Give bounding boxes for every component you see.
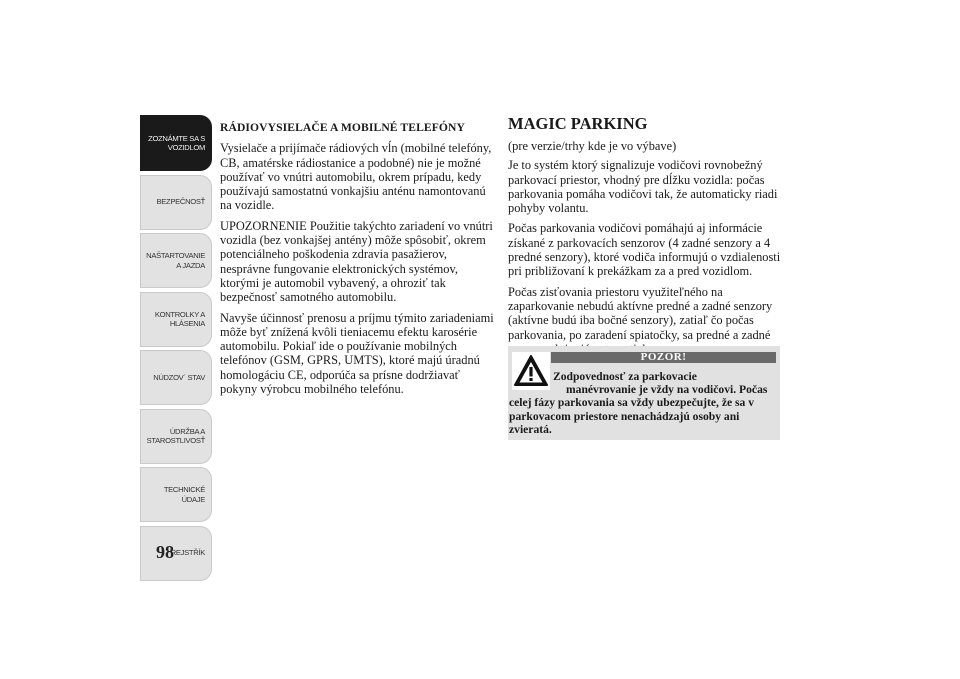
paragraph: Vysielače a prijímače rádiových vĺn (mobilné telefóny, CB, amatérske rádiostanice a podobné) nie je možné používať vo vnútri automobilu, okrem prípadu, kedy používajú samostatnú vonkajšiu anténu namontovanú na vozidle.: [220, 141, 492, 213]
tab-rejstrik[interactable]: [140, 526, 212, 581]
tab-label: ÚDRŽBA A: [169, 426, 205, 436]
warning-line: manévrovanie je vždy na vodičovi. Počas: [566, 383, 768, 397]
paragraph: UPOZORNENIE Použitie takýchto zariadení vo vnútri vozidla (bez vonkajšej antény) môže spôsobiť, okrem potenciálneho poškodenia zdravia pasažierov, nesprávne fungovanie elektronických systémov, ktorými je automobil vybavený, a ohroziť tak bezpečnosť samotného automobilu.: [220, 218, 493, 305]
tab-nudzovy-stav[interactable]: [140, 350, 212, 405]
section-heading: RÁDIOVYSIELAČE A MOBILNÉ TELEFÓNY: [220, 121, 465, 134]
right-column: [508, 115, 786, 362]
tab-label: TECHNICKÉ: [163, 485, 205, 494]
tab-label: BEZPEČNOSŤ: [156, 197, 205, 207]
warning-line: celej fázy parkovania sa vždy ubezpečujte, že sa v parkovacom priestore nenachádzajú osoby ani zvieratá.: [509, 396, 755, 436]
paragraph: Je to systém ktorý signalizuje vodičovi rovnobežný parkovací priestor, vhodný pre dĺžku vozidla: počas parkovania pomáha vodičovi tak, že automaticky riadi pohyby volantu.: [508, 158, 778, 216]
tab-label: A JAZDA: [176, 260, 205, 270]
tab-technicke-udaje[interactable]: [140, 467, 212, 522]
paragraph: Navyše účinnosť prenosu a príjmu týmito zariadeniami môže byť znížená kvôli tieniacemu efektu karosérie automobilu. Pokiaľ ide o používanie mobilných telefónov (GSM, GPRS, UMTS), ktoré majú úradnú homologáciu CE, odporúča sa prísne dodržiavať pokyny výrobcu mobilného telefónu.: [220, 310, 494, 397]
section-title: MAGIC PARKING: [508, 114, 648, 133]
page-number: 98: [156, 542, 174, 562]
chapter-tabs: [140, 115, 212, 584]
tab-label: VOZIDLOM: [167, 143, 205, 152]
tab-label: ZOZNÁMTE SA S: [148, 133, 205, 143]
tab-label: NAŠTARTOVANIE: [146, 251, 205, 260]
tab-label: REJSTŘÍK: [170, 548, 205, 558]
left-column: [220, 121, 494, 402]
tab-nastartovanie-a-jazda[interactable]: [140, 233, 212, 288]
tab-label: STAROSTLIVOSŤ: [146, 436, 205, 445]
warning-line: Zodpovednosť za parkovacie: [553, 370, 697, 383]
tab-udrzba-a-starostlivost[interactable]: [140, 409, 212, 464]
tab-kontrolky-a-hlasenia[interactable]: [140, 292, 212, 347]
paragraph: Počas zisťovania priestoru využiteľného na zaparkovanie nebudú aktívne predné a zadné senzory (aktívne budú iba bočné senzory), zatiaľ čo počas parkovania, po zaradení spiatočky, sa predné a zadné: [508, 284, 773, 342]
tab-label: ÚDAJE: [181, 494, 205, 504]
warning-text: [508, 370, 774, 436]
paragraph: Počas parkovania vodičovi pomáhajú aj informácie získané z parkovacích senzorov (4 zadné senzory a 4 predné senzory), ktoré vodiča informujú o vzdialenosti pri približovaní k prekážkam za a pred vozidlom.: [508, 221, 781, 279]
warning-box: [508, 346, 780, 440]
tab-label: HLÁSENIA: [169, 319, 205, 328]
tab-label: KONTROLKY A: [154, 309, 205, 319]
tab-label: NÚDZOV´ STAV: [153, 372, 205, 382]
section-subtitle: (pre verzie/trhy kde je vo výbave): [508, 139, 677, 153]
tab-zoznamte-sa-s-vozidlom[interactable]: [140, 115, 212, 171]
tab-bezpecnost[interactable]: [140, 175, 212, 230]
warning-label: POZOR!: [551, 352, 776, 363]
